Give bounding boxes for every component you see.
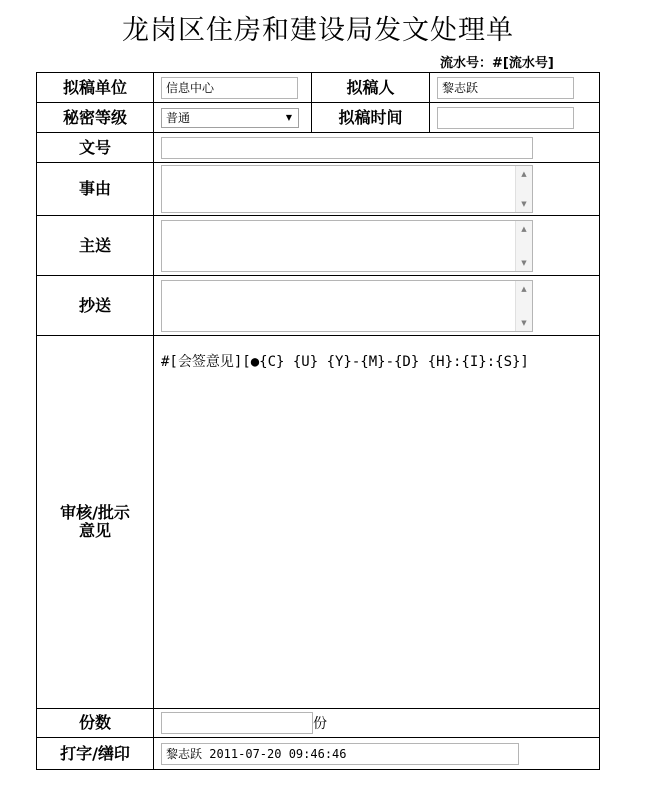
serial-number bbox=[440, 52, 554, 71]
doc-no-label: 文号 bbox=[37, 133, 154, 163]
serial-label: 流水号： bbox=[440, 56, 493, 71]
row-typing bbox=[37, 738, 600, 770]
drafter-label: 拟稿人 bbox=[312, 73, 430, 103]
scroll-up-icon[interactable]: ▲ bbox=[521, 284, 527, 293]
main-send-scrollbar[interactable] bbox=[515, 221, 532, 271]
secret-level-label: 秘密等级 bbox=[37, 103, 154, 133]
row-main-send bbox=[37, 216, 600, 276]
subject-textarea[interactable] bbox=[161, 165, 533, 213]
row-subject bbox=[37, 163, 600, 216]
row-doc-no bbox=[37, 133, 600, 163]
review-label-line2: 意见 bbox=[78, 521, 111, 540]
document-form bbox=[36, 72, 600, 770]
copies-unit: 份 bbox=[313, 716, 327, 732]
scroll-up-icon[interactable]: ▲ bbox=[521, 170, 527, 178]
review-label bbox=[37, 336, 154, 709]
serial-value: #[流水号] bbox=[492, 56, 554, 71]
page-title: 龙岗区住房和建设局发文处理单 bbox=[122, 15, 514, 46]
copies-label: 份数 bbox=[37, 709, 154, 738]
scroll-down-icon[interactable]: ▼ bbox=[521, 258, 527, 267]
secret-level-value: 普通 bbox=[166, 110, 191, 125]
typing-label: 打字/缮印 bbox=[37, 738, 154, 770]
main-send-textarea[interactable] bbox=[161, 220, 533, 272]
subject-label: 事由 bbox=[37, 163, 154, 216]
row-review bbox=[37, 336, 600, 709]
review-opinion[interactable]: #[会签意见][●{C} {U} {Y}-{M}-{D} {H}:{I}:{S}] bbox=[154, 336, 600, 709]
typing-input[interactable]: 黎志跃 2011-07-20 09:46:46 bbox=[161, 743, 519, 765]
row-secret-level bbox=[37, 103, 600, 133]
cc-scrollbar[interactable] bbox=[515, 281, 532, 331]
doc-no-input[interactable] bbox=[161, 137, 533, 159]
subject-scrollbar[interactable] bbox=[515, 166, 532, 212]
copies-input[interactable] bbox=[161, 712, 313, 734]
chevron-down-icon[interactable]: ▼ bbox=[285, 112, 293, 122]
row-draft-unit bbox=[37, 73, 600, 103]
drafter-input[interactable]: 黎志跃 bbox=[437, 77, 574, 99]
scroll-down-icon[interactable]: ▼ bbox=[521, 318, 527, 327]
draft-unit-input[interactable]: 信息中心 bbox=[161, 77, 298, 99]
main-send-label: 主送 bbox=[37, 216, 154, 276]
scroll-down-icon[interactable]: ▼ bbox=[521, 200, 527, 208]
draft-time-input[interactable] bbox=[437, 107, 574, 129]
secret-level-select[interactable] bbox=[161, 108, 299, 128]
row-cc bbox=[37, 276, 600, 336]
cc-label: 抄送 bbox=[37, 276, 154, 336]
draft-unit-label: 拟稿单位 bbox=[37, 73, 154, 103]
cc-textarea[interactable] bbox=[161, 280, 533, 332]
draft-time-label: 拟稿时间 bbox=[312, 103, 430, 133]
row-copies bbox=[37, 709, 600, 738]
scroll-up-icon[interactable]: ▲ bbox=[521, 224, 527, 233]
review-label-line1: 审核/批示 bbox=[60, 503, 130, 522]
